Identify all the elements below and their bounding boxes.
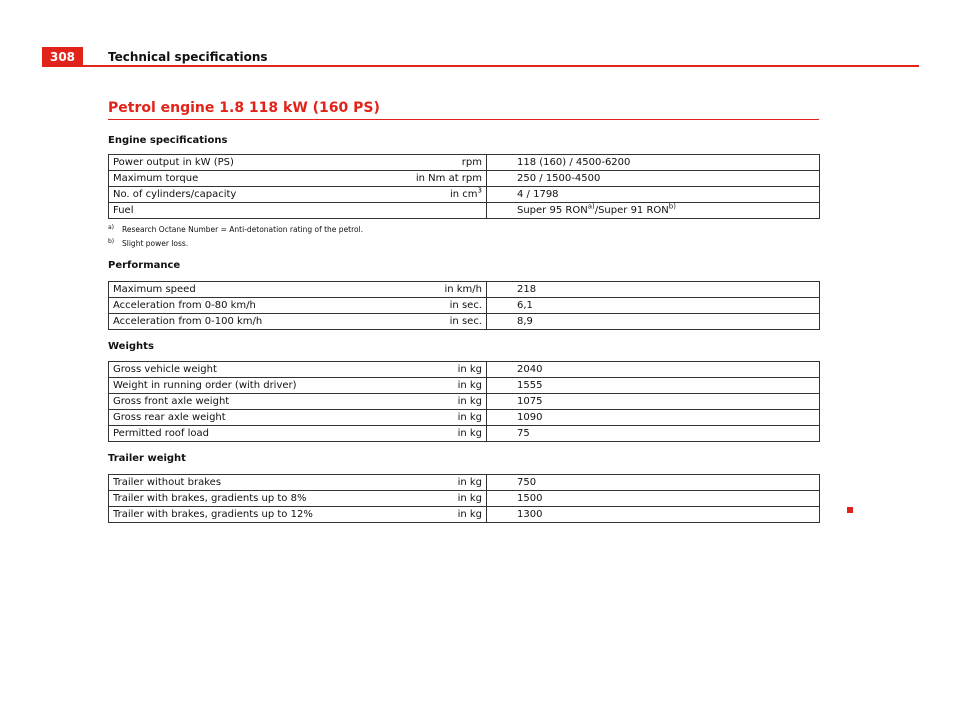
footnote-b xyxy=(108,239,819,248)
row-value: 1075 xyxy=(487,394,820,410)
weights-table xyxy=(108,361,820,442)
performance-table xyxy=(108,281,820,330)
row-unit-text: in cm xyxy=(449,189,478,200)
row-value: 6,1 xyxy=(487,298,820,314)
row-unit: in kg xyxy=(404,491,487,507)
section-title: Petrol engine 1.8 118 kW (160 PS) xyxy=(108,100,380,116)
row-label: No. of cylinders/capacity xyxy=(109,187,404,203)
footnote-ref-b: b) xyxy=(668,202,676,211)
row-value: 2040 xyxy=(487,362,820,378)
footnote-mark: b) xyxy=(108,238,115,245)
table-row xyxy=(109,507,820,523)
trailer-table xyxy=(108,474,820,523)
row-value: 8,9 xyxy=(487,314,820,330)
table-row xyxy=(109,362,820,378)
footnote-mark: a) xyxy=(108,224,115,231)
page-number: 308 xyxy=(42,47,83,67)
fuel-value-1: Super 95 RON xyxy=(517,205,588,216)
row-value: 250 / 1500-4500 xyxy=(487,171,820,187)
row-unit xyxy=(404,203,487,219)
performance-heading: Performance xyxy=(108,260,181,271)
row-label: Power output in kW (PS) xyxy=(109,155,404,171)
table-row xyxy=(109,155,820,171)
row-unit: in sec. xyxy=(404,314,487,330)
row-unit: in sec. xyxy=(404,298,487,314)
row-label: Acceleration from 0-80 km/h xyxy=(109,298,404,314)
footnote-ref-a: a) xyxy=(587,202,595,211)
row-unit: in kg xyxy=(404,362,487,378)
engine-heading: Engine specifications xyxy=(108,135,228,146)
row-unit: in kg xyxy=(404,426,487,442)
row-value: 75 xyxy=(487,426,820,442)
table-row xyxy=(109,203,820,219)
table-row xyxy=(109,282,820,298)
footnote-text: Research Octane Number = Anti-detonation rating of the petrol. xyxy=(122,225,364,234)
table-row xyxy=(109,394,820,410)
table-row xyxy=(109,298,820,314)
row-label: Gross front axle weight xyxy=(109,394,404,410)
row-unit: in kg xyxy=(404,378,487,394)
footnote-a xyxy=(108,225,819,234)
page-header xyxy=(42,47,919,67)
table-row xyxy=(109,475,820,491)
row-label: Acceleration from 0-100 km/h xyxy=(109,314,404,330)
row-unit: rpm xyxy=(404,155,487,171)
row-value: 750 xyxy=(487,475,820,491)
row-unit: in km/h xyxy=(404,282,487,298)
footnotes xyxy=(108,225,819,248)
row-label: Trailer without brakes xyxy=(109,475,404,491)
row-label: Gross vehicle weight xyxy=(109,362,404,378)
row-unit: in kg xyxy=(404,410,487,426)
row-unit: in kg xyxy=(404,507,487,523)
header-rule xyxy=(83,65,919,67)
row-unit xyxy=(404,187,487,203)
row-value: 1555 xyxy=(487,378,820,394)
end-of-section-icon xyxy=(847,507,853,513)
table-row xyxy=(109,426,820,442)
row-value: 4 / 1798 xyxy=(487,187,820,203)
row-value: 1500 xyxy=(487,491,820,507)
table-row xyxy=(109,314,820,330)
footnote-text: Slight power loss. xyxy=(122,239,189,248)
row-value: 218 xyxy=(487,282,820,298)
table-row xyxy=(109,410,820,426)
row-label: Fuel xyxy=(109,203,404,219)
main-content xyxy=(108,100,819,523)
table-row xyxy=(109,491,820,507)
table-row xyxy=(109,378,820,394)
unit-superscript: 3 xyxy=(477,186,482,195)
row-label: Gross rear axle weight xyxy=(109,410,404,426)
row-label: Trailer with brakes, gradients up to 12% xyxy=(109,507,404,523)
weights-heading: Weights xyxy=(108,341,154,352)
row-label: Weight in running order (with driver) xyxy=(109,378,404,394)
fuel-value-2: /Super 91 RON xyxy=(594,205,669,216)
table-row xyxy=(109,187,820,203)
row-unit: in Nm at rpm xyxy=(404,171,487,187)
row-label: Maximum torque xyxy=(109,171,404,187)
trailer-heading: Trailer weight xyxy=(108,453,186,464)
chapter-title: Technical specifications xyxy=(108,50,268,64)
row-label: Maximum speed xyxy=(109,282,404,298)
table-row xyxy=(109,171,820,187)
row-label: Permitted roof load xyxy=(109,426,404,442)
row-value: 1300 xyxy=(487,507,820,523)
engine-table xyxy=(108,154,820,219)
row-unit: in kg xyxy=(404,475,487,491)
row-value: 1090 xyxy=(487,410,820,426)
row-unit: in kg xyxy=(404,394,487,410)
row-value: 118 (160) / 4500-6200 xyxy=(487,155,820,171)
section-title-rule xyxy=(108,119,819,120)
row-label: Trailer with brakes, gradients up to 8% xyxy=(109,491,404,507)
row-value xyxy=(487,203,820,219)
